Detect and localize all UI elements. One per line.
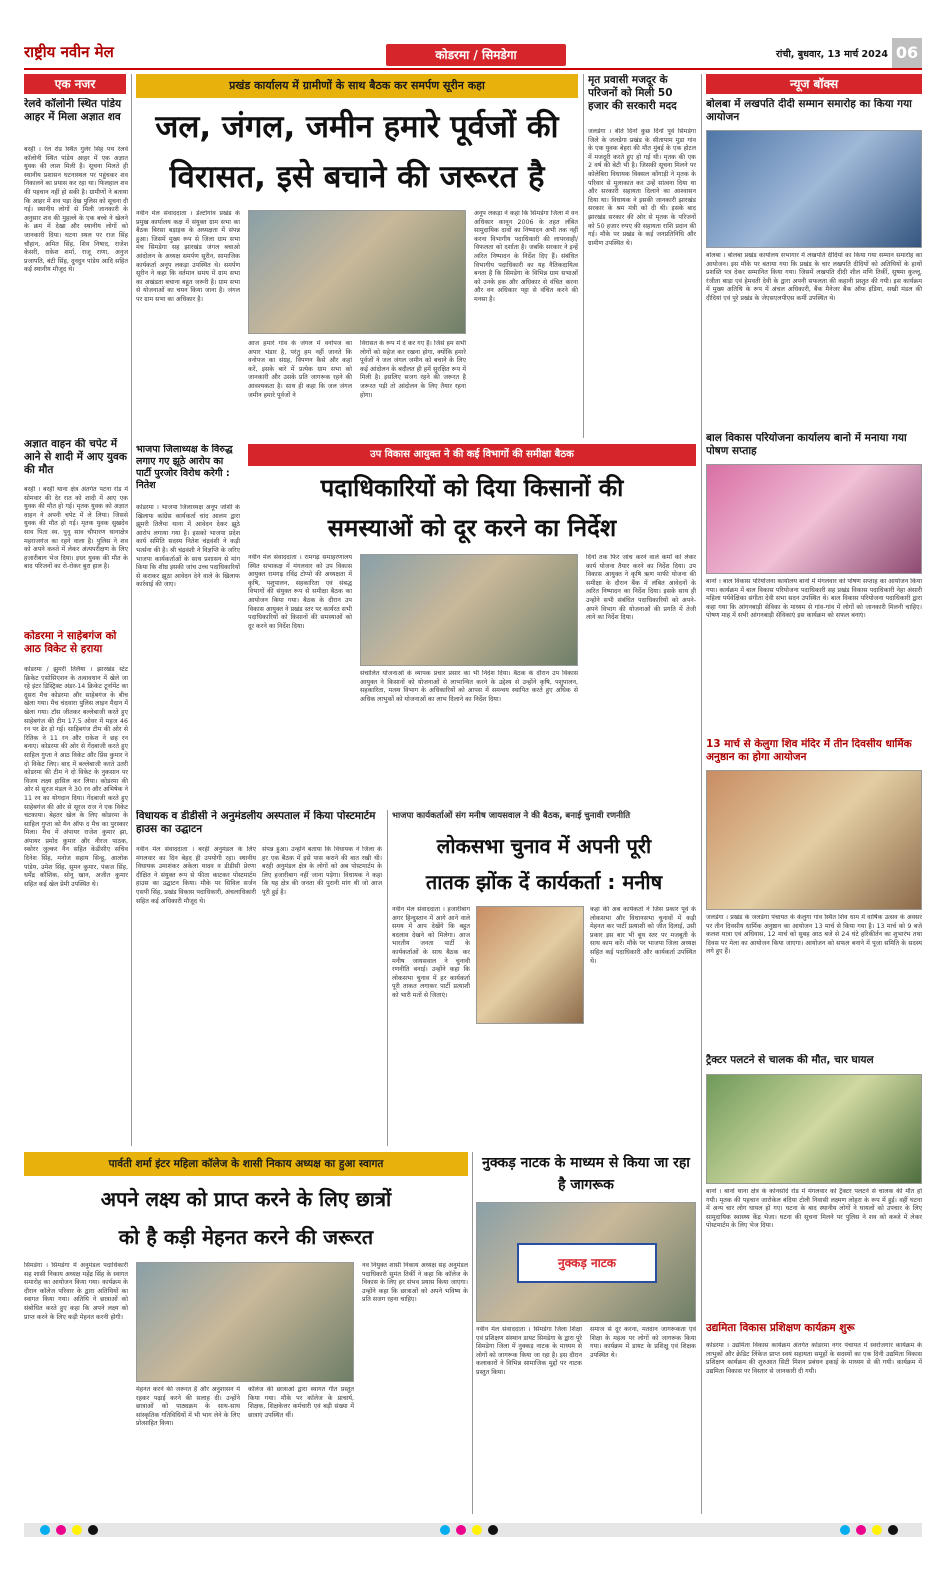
ddc-photo xyxy=(360,554,578,666)
bjp-meeting-headline-line-2: तातक झोंक दें कार्यकर्ता : मनीष xyxy=(425,870,663,894)
ddc-body-col-1: नवीन मेल संवाददाता । रामगढ़ समाहरणालय स्थित सभाकक्ष में मंगलवार को उप विकास आयुक्त रामगढ़ रविंद्र टोप्पो की अध्यक्षता में कृषि, पशुपालन, सहकारिता एवं संबद्ध विभागों की संयुक्त रूप से समीक्षा बैठक का आयोजन किया गया। बैठक के दौरान उप विकास आयुक्त ने प्रखंड स्तर पर कार्यरत सभी पदाधिकारियों को किसानों की समस्याओं को दूर करने का निर्देश दिया। xyxy=(248,554,352,630)
magenta-dot xyxy=(456,1525,466,1535)
college-headline-line-2: को है कड़ी मेहनत करने की जरूरत xyxy=(118,1225,374,1249)
left-story-3-title: कोडरमा ने साहेबगंज को आठ विकेट से हराया xyxy=(24,630,117,655)
news-box-photo-3 xyxy=(706,770,922,910)
news-box-story-3-body: जलडेगा । प्रखंड के जलडेगा पंचायत के केलुगा गांव स्थित शिव धाम में वार्षिक उत्सव के अवसर पर तीन दिवसीय धार्मिक अनुष्ठान का आयोजन 13 मार्च से किया गया है। 13 मार्च को 9 बजे कलश यात्रा एवं अधिवास, 12 मार्च को सुबह आठ बजे से 24 घंटे हरिकीर्तन का शुभारंभ तथा दिवस पर मेला का आयोजन किया जाएगा। आयोजन को सफल बनाने में पूजा समिति के सदस्य लगे हुए हैं। xyxy=(706,914,922,956)
yellow-dot xyxy=(872,1525,882,1535)
lead-body-col-2: आज हमारे गांव के जंगल में वनोपज का अपार भंडार है, परंतु हम नहीं जानते कि वनोपज का संग्रह, विपणन कैसे और कहां करें, इसके बारे में प्रत्येक ग्राम सभा को जानकारी और उसके प्रति जागरूक रहने की आवश्यकता है। साथ ही कहा कि जल जंगल जमीन हमारे पूर्वजों ने xyxy=(248,340,352,399)
cyan-dot xyxy=(840,1525,850,1535)
ek-nazar-tag: एक नजर xyxy=(24,74,126,94)
college-body-col-1: सिमडेगा । सिमडेगा में अनुमंडल पदाधिकारी सह शासी निकाय अध्यक्ष महेंद्र सिंह के स्वागत समारोह का आयोजन किया गया। कार्यक्रम के दौरान कॉलेज परिवार के द्वारा अतिथियों का स्वागत किया गया। अतिथि ने छात्राओं को संबोधित करते हुए कहा कि अपने लक्ष्य को प्राप्त करने के लिए कड़ी मेहनत करनी होगी। xyxy=(24,1262,128,1321)
page-number: 06 xyxy=(892,38,922,68)
college-body-col-3: कॉलेज की छात्राओं द्वारा स्वागत गीत प्रस्तुत किया गया। मौके पर कॉलेज के प्राचार्य, शिक्षक, शिक्षकेत्तर कर्मचारी एवं बड़ी संख्या में छात्राएं उपस्थित थीं। xyxy=(248,1386,354,1419)
left-story-1-body: बरही । रेल रोड स्थित गुलेर सिंह पथ रेलवे कॉलोनी स्थित पांडेय आहर में एक अज्ञात युवक की लाश मिली है। सूचना मिलते ही स्थानीय प्रशासन घटनास्थल पर पहुंचकर शव निकालने का प्रयास कर रहा था। फिलहाल शव की पहचान नहीं हो सकी है। ग्रामीणों ने बताया कि आहर में शव पड़ा देख पुलिस को सूचना दी गई। स्थानीय लोगों से मिली जानकारी के अनुसार शव की मुहल्ले के एक बच्चे ने खेलने के क्रम में देखा और स्थानीय लोगों को जानकारी दिया। घटना स्थल पर राज सिंह चौहान, अमित सिंह, शिव निषाद, राजेश केसरी, राकेश शर्मा, राजू राणा, अनुज प्रजापति, बंटी सिंह, दुनदुन पांडेय आदि सहित कई स्थानीय मौजूद थे। xyxy=(24,146,128,274)
yellow-dot xyxy=(72,1525,82,1535)
news-box-story-4-title: ट्रैक्टर पलटने से चालक की मौत, चार घायल xyxy=(706,1054,874,1066)
column-divider xyxy=(583,74,584,438)
lead-headline-line-1: जल, जंगल, जमीन हमारे पूर्वजों की xyxy=(155,109,559,145)
migrant-story-title: मृत प्रवासी मजदूर के परिजनों को मिली 50 हजार की सरकारी मदद xyxy=(588,74,677,112)
bjp-meeting-body-col-2: कहा की अब कार्यकर्ता ने जिस प्रकार पूर्व के लोकसभा और विधानसभा चुनावों में कड़ी मेहनत कर पार्टी प्रत्याशी को जीत दिलाई, उसी प्रकार इस बार भी बूथ स्तर पर मजबूती के साथ काम करें। मौके पर भाजपा जिला अध्यक्ष सहित कई पदाधिकारी और कार्यकर्ता उपस्थित थे। xyxy=(590,906,696,965)
column-divider xyxy=(472,1152,473,1514)
news-box-story-5-title: उद्यमिता विकास प्रशिक्षण कार्यक्रम शुरू xyxy=(706,1322,855,1334)
cyan-dot xyxy=(440,1525,450,1535)
lead-body-col-1: नवीन मेल संवाददाता । डेल्टोगांव प्रखंड के प्रमुख कार्यालय कक्ष में संयुक्त ग्राम सभा का बैठक बिरसा बड़ाइक के अध्यक्षता में संपन्न हुआ। जिसमें मुख्य रूप से जिला ग्राम सभा मंच सिमडेगा सह झारखंड जंगल बचाओ आंदोलन के अध्यक्ष समर्पण सूरीन, सामाजिक कार्यकर्ता अनूप लकड़ा उपस्थित थे। समर्पण सूरीन ने कहा कि वर्तमान समय में ग्राम सभा का अखंडता बचाना बहुत जरूरी है। ग्राम सभा से योजनाओं का चयन किया जाना है। जंगल पर ग्राम सभा का अधिकार है। xyxy=(136,210,240,303)
left-story-1-title: रेलवे कॉलोनी स्थित पांडेय आहर में मिला अज्ञात शव xyxy=(24,98,122,123)
bjp-meeting-headline-line-1: लोकसभा चुनाव में अपनी पूरी xyxy=(436,834,652,858)
black-dot xyxy=(488,1525,498,1535)
column-divider xyxy=(387,810,388,1146)
left-story-2-title: अज्ञात वाहन की चपेट में आने से शादी में आए युवक की मौत xyxy=(24,438,127,476)
college-headline-line-1: अपने लक्ष्य को प्राप्त करने के लिए छात्रों xyxy=(100,1187,392,1211)
hospital-body-col-2: संपन्न हुआ। उन्होंने बताया कि विधायक ने जिला के हर एक बैठक में इसे पास कराने की बात रखी थी। बरही अनुमंडल क्षेत्र के लोगों को अब पोस्टमार्टम के लिए हजारीबाग नहीं जाना पड़ेगा। विधायक ने कहा कि यह क्षेत्र की जनता की पुरानी मांग थी जो आज पूरी हुई है। xyxy=(262,846,382,896)
lead-body-col-4: अनूप लकड़ा ने कहा कि सिमडेगा जिला में वन अधिकार कानून 2006 के तहत लंबित सामुदायिक दावों का निष्पादन अभी तक नहीं करना विभागीय पदाधिकारी की लापरवाही/ विफलता को दर्शाता है। जबकि सरकार ने इन्हें त्वरित निष्पादन के निर्देश दिए हैं। संबंधित विभागीय पदाधिकारी का यह नैतिकदायित्व बनता है कि सिमडेगा के विभिन्न ग्राम सभाओं को उनके हक और अधिकार से वंचित करना और वन अधिकार पट्टा से वंचित करने की मनसा है। xyxy=(474,210,578,303)
lead-headline-line-2: विरासत, इसे बचाने की जरूरत है xyxy=(169,159,545,195)
news-box-photo-1 xyxy=(706,130,922,248)
news-box-story-5-body: कोडरमा । उद्यमिता विकास कार्यक्रम अंतर्गत कोडरमा नगर पंचायत में स्वरोजगार कार्यक्रम के लाभुकों और क्रेडिट लिंकेज प्राप्त स्वयं सहायता समूहों के सदस्यों का एक दिनी उद्यमिता विकास प्रशिक्षण कार्यक्रम की शुरुआत सिटी मिशन प्रबंधन इकाई के माध्यम से की गयी। कार्यक्रम में उद्यमिता विकास पर विस्तार से जानकारी दी गयी। xyxy=(706,1342,922,1375)
street-play-headline: नुक्कड़ नाटक के माध्यम से किया जा रहा है जागरूक xyxy=(482,1155,690,1193)
lead-kicker: प्रखंड कार्यालय में ग्रामीणों के साथ बैठक कर समर्पण सूरीन कहा xyxy=(136,74,578,98)
ddc-headline-line-2: समस्याओं को दूर करने का निर्देश xyxy=(327,514,617,542)
news-box-photo-2 xyxy=(706,464,922,574)
bjp-story-body: कोडरमा । भाजपा जिलाध्यक्ष अनूप जोशी के खिलाफ कांग्रेस कार्यकर्ता चांद आलम द्वारा झूमरी तिलैया थाना में आवेदन देकर झूठे आरोप लगाया गया है। इसको भाजपा प्रदेश कार्य समिति सदस्य नितेश चंद्रवंशी ने कड़ी भर्त्सना की है। श्री चंद्रवंशी ने विज्ञप्ति के जरिए भाजपा कार्यकर्ताओं के साथ प्रशासन से मांग किया कि शीघ्र इसकी जांच उच्च पदाधिकारियों से कराकर झूठा आवेदन देने वाले के खिलाफ कार्रवाई की जाए। xyxy=(136,504,240,589)
hospital-body-col-1: नवीन मेल संवाददाता । बरही अनुमंडल के लिए मंगलवार का दिन बेहद ही उपयोगी रहा। स्थानीय विधायक उमाशंकर अकेला यादव व डीडीसी प्रेरणा दीक्षित ने संयुक्त रूप से फीता काटकर पोस्टमार्टम हाउस का उद्घाटन किया। मौके पर सिविल सर्जन एसपी सिंह, प्रखंड विकास पदाधिकारी, अंचलाधिकारी सहित कई अधिकारी मौजूद थे। xyxy=(136,846,256,905)
street-play-body-col-2: समाज से दूर करना, मतदान जागरूकता एवं शिक्षा के महत्व पर लोगों को जागरूक किया गया। कार्यक्रम में डायट के प्रशिक्षु एवं शिक्षक उपस्थित थे। xyxy=(590,1326,696,1359)
bjp-meeting-kicker: भाजपा कार्यकर्ताओं संग मनीष जायसवाल ने की बैठक, बनाई चुनावी रणनीति xyxy=(392,811,631,821)
ddc-body-col-3: दिनों तक फिर जांच करने वाले कर्मों को लेकर कार्य योजना तैयार करने का निर्देश दिया। उप विकास आयुक्त ने कृषि ऋण माफी योजना की समीक्षा के दौरान बैंक में लंबित आवेदनों के त्वरित निष्पादन का निर्देश दिया। इसके साथ ही उन्होंने सभी संबंधित पदाधिकारियों को अपने-अपने विभाग की योजनाओं की प्रगति में तेजी लाने का निर्देश दिया। xyxy=(586,554,696,622)
yellow-dot xyxy=(472,1525,482,1535)
ddc-headline-line-1: पदाधिकारियों को दिया किसानों की xyxy=(320,474,624,502)
black-dot xyxy=(888,1525,898,1535)
news-box-story-2-body: बानो । बाल विकास परियोजना कार्यालय बानो में मंगलवार को पोषण सप्ताह का आयोजन किया गया। कार्यक्रम में बाल विकास परियोजना पदाधिकारी सह प्रखंड विकास पदाधिकारी नेहा अंसारी महिला पर्यवेक्षिका संगीता देवी सभा सदन उपस्थित थे। बाल विकास परियोजना पदाधिकारी द्वारा कहा गया कि आंगनबाड़ी सेविका के माध्यम से गांव-गांव में लोगों को जानकारी मिलनी चाहिए। पोषण माह में सभी आंगनबाड़ी सेविकाएं इस कार्यक्रम को सफल बनाएं। xyxy=(706,578,922,620)
news-box-story-2-title: बाल विकास परियोजना कार्यालय बानो में मनाया गया पोषण सप्ताह xyxy=(706,432,907,457)
column-divider xyxy=(701,74,702,1514)
lead-body-col-3: विरासत के रूप में दे कर गए हैं। जिसे हम सभी लोगों को सहेज कर रखना होगा, क्योंकि हमारे पूर्वजों ने जल जंगल जमीन को बचाने के लिए कई आंदोलन के बदौलत ही हमें सुरक्षित रूप में मिली है। इसलिए सजग रहने की जरूरत है जरूरत पड़ी तो आंदोलन के लिए तैयार रहना होगा। xyxy=(360,340,466,399)
migrant-story-body: जलडेगा । बीते दिनों कुछ दिनों पूर्व सिमडेगा जिले के जलडेगा प्रखंड के सीतापाम मुडा गांव के एक युवक बेहरा की मौत मुंबई के एक होटल में मजदूरी करते हुए हो गई थी। मृतक की एक 2 वर्ष की बेटी भी है। जिसकी सूचना मिलने पर कोलेबिरा विधायक विक्सल कोंगाड़ी ने मृतक के परिवार से मुलाकात कर उन्हें सांत्वना दिया था और सरकारी सहायता दिलाने का आश्वासन दिया था। विधायक ने इसकी जानकारी झारखंड सरकार के श्रम मंत्री को दी थी। इसके बाद झारखंड सरकार की ओर से मृतक के परिजनों को 50 हजार रुपए की सहायता राशि प्रदान की गई। मौके पर प्रखंड के कई जनप्रतिनिधि और ग्रामीण उपस्थित थे। xyxy=(588,128,696,247)
magenta-dot xyxy=(56,1525,66,1535)
lead-photo xyxy=(248,210,466,334)
news-box-story-1-title: बोलबा में लखपति दीदी सम्मान समारोह का किया गया आयोजन xyxy=(706,98,912,123)
ddc-body-col-2: संचालित योजनाओं के व्यापक प्रचार प्रसार का भी निर्देश दिया। बैठक के दौरान उप विकास आयुक्त ने किसानों को योजनाओं से लाभान्वित करने के उद्देश्य से उन्होंने कृषि, पशुपालन, सहकारिता, मत्स्य विभाग के अधिकारियों को आपस में समन्वय स्थापित करते हुए अधिक से अधिक लाभुकों को योजनाओं का लाभ दिलाने का निर्देश दिया। xyxy=(360,670,578,703)
news-box-tag: न्यूज बॉक्स xyxy=(706,74,922,94)
college-photo xyxy=(136,1262,354,1382)
bjp-story-title: भाजपा जिलाध्यक्ष के विरुद्ध लगाए गए झूठे आरोप का पार्टी पुरजोर विरोध करेगी : नितेश xyxy=(136,444,233,491)
magenta-dot xyxy=(856,1525,866,1535)
news-box-photo-4 xyxy=(706,1074,922,1184)
college-kicker: पार्वती शर्मा इंटर महिला कॉलेज के शासी निकाय अध्यक्ष का हुआ स्वागत xyxy=(24,1152,468,1176)
cyan-dot xyxy=(40,1525,50,1535)
bjp-meeting-body-col-1: नवीन मेल संवाददाता । हजारीबाग अगर हिन्दुस्तान में आगे आने वाले समय में आप देखेंगे कि बहुत बदलाव देखने को मिलेगा। आज भारतीय जनता पार्टी के कार्यकर्ताओं के साथ बैठक कर मनीष जायसवाल ने चुनावी रणनीति बनाई। उन्होंने कहा कि लोकसभा चुनाव में हर कार्यकर्ता पूरी ताकत लगाकर पार्टी प्रत्याशी को भारी मतों से जिताएं। xyxy=(392,906,470,999)
college-body-col-4: नव नियुक्त शासी निकाय अध्यक्ष सह अनुमंडल पदाधिकारी सुमंत तिर्की ने कहा कि कॉलेज के विकास के लिए हर संभव प्रयास किया जाएगा। उन्होंने कहा कि छात्राओं को अपने भविष्य के प्रति सजग रहना चाहिए। xyxy=(362,1262,468,1304)
news-box-story-4-body: बानो । बानो थाना क्षेत्र के कोनसोदे रोड में मंगलवार को ट्रैक्टर पलटने से चालक की मौत हो गयी। मृतक की पहचान जारोकेल बंदिया टोली निवासी लक्ष्मण लोहरा के रूप में हुई। वहीं घटना में अन्य चार लोग घायल हो गए। घटना के बाद स्थानीय लोगों ने घायलों को उपचार के लिए सामुदायिक स्वास्थ्य केंद्र भेजा। घटना की सूचना मिलने पर पुलिस ने शव को कब्जे में लेकर पोस्टमार्टम के लिए भेज दिया। xyxy=(706,1188,922,1230)
left-story-3-body: कोडरमा / झुमरी तिलैया । झारखंड स्टेट क्रिकेट एसोसिएशन के तत्वावधान में खेले जा रहे इंटर डिस्ट्रिक्ट अंडर-14 क्रिकेट टूर्नामेंट का दूसरा मैच कोडरमा और साहेबगंज के बीच खेला गया। मैच चंदवारा पुलिस लाइन मैदान में खेला गया। टॉस जीतकर बल्लेबाजी करते हुए साहेबगंज की टीम 17.5 ओवर में महज 46 रन पर ढेर हो गई। साहिबगंज टीम की ओर से रितिक ने 11 रन और राकेश ने छह रन बनाए। कोडरमा की ओर से गेंदबाजी करते हुए साहिल गुप्ता ने आठ विकेट और प्रिंस कुमार ने दो विकेट लिए। बाद में बल्लेबाजी करते उतरी कोडरमा की टीम ने दो विकेट के नुकसान पर विजय लक्ष्य हासिल कर लिया। कोडरमा की ओर से सूरज मंडल ने 30 रन और अभिषेक ने 11 रन का योगदान दिया। गेंदबाजी करते हुए साहेबगंज की ओर से सूरज राज ने एक विकेट चटकाया। बेहतर खेल के लिए कोडरमा के साहिल गुप्ता को मैन ऑफ द मैच का पुरस्कार मिला। मैच में अंपायर राजेश कुमार झा, अंपायर प्रमोद कुमार और नीरज पाठक, स्कोरर जुल्कर नैन सहित केडीसीए सचिव दिनेश सिंह, मनोज सहाय सिन्हू, आलोक पांडेय, उमेश सिंह, सुमन कुमार, पंकज सिंह, धर्मेंद्र कौशिक, सोनू खान, अजीत कुमार सहित कई खेल प्रेमी उपस्थित थे। xyxy=(24,666,128,888)
manish-portrait xyxy=(476,906,584,1024)
street-play-body-col-1: नवीन मेल संवाददाता । सिमडेगा जिला शिक्षा एवं प्रशिक्षण संस्थान डायट सिमडेगा के द्वारा पूरे सिमडेगा जिला में नुक्कड़ नाटक के माध्यम से लोगों को जागरूक किया जा रहा है। इस दौरान कलाकारों ने विभिन्न सामाजिक मुद्दों पर नाटक प्रस्तुत किया। xyxy=(476,1326,582,1376)
street-play-banner: नुक्कड़ नाटक xyxy=(517,1243,657,1283)
news-box-story-3-title: 13 मार्च से केलुगा शिव मंदिर में तीन दिवसीय धार्मिक अनुष्ठान का होगा आयोजन xyxy=(706,738,912,763)
hospital-story-title: विधायक व डीडीसी ने अनुमंडलीय अस्पताल में किया पोस्टमार्टम हाउस का उद्घाटन xyxy=(136,810,376,835)
left-story-2-body: बरही । बरही थाना क्षेत्र अंतर्गत पटना रोड में सोमवार की देर रात को शादी में आए एक युवक की मौत हो गई। मृतक युवक को अज्ञात वाहन ने अपनी चपेट में ले लिया। जिससे युवक की मौत हो गई। मृतक युवक सुखदेव साव पिता स्व. पुनू साव चौपारण थानाक्षेत्र महराजगंज का रहने वाला है। पुलिस ने शव को अपने कब्जे में लेकर अंत्यपरीक्षण के लिए हजारीबाग भेज दिया। इधर युवक की मौत के बाद परिजनों का रो-रोकर बुरा हाल है। xyxy=(24,486,128,571)
edition-label: कोडरमा / सिमडेगा xyxy=(386,44,566,66)
masthead: राष्ट्रीय नवीन मेल xyxy=(24,43,114,61)
dateline: रांची, बुधवार, 13 मार्च 2024 xyxy=(775,49,888,60)
college-body-col-2: मेहनत करने की जरूरत है और अनुशासन में रहकर पढ़ाई करने की सलाह दी। उन्होंने छात्राओं को पाठ्यक्रम के साथ-साथ सांस्कृतिक गतिविधियों में भी भाग लेने के लिए प्रोत्साहित किया। xyxy=(136,1386,240,1428)
news-box-story-1-body: बोलबा । बोलबा प्रखंड कार्यालय सभागार में लखपति दीदियों का किया गया सम्मान समारोह का आयोजन। इस मौके पर बताया गया कि प्रखंड के चार लखपति दीदियों को अतिथियों के हाथों प्रशस्ति पत्र देकर सम्मानित किया गया। जिसमें लखपति दीदी शील मणि तिर्की, सुषमा कुल्लू, रंजीता बाड़ा एवं हेमवती देवी के द्वारा अपनी सफलता की कहानी प्रस्तुत की गयी। इस कार्यक्रम में मुख्य अतिथि के रूप में अंचल अधिकारी, बैंक मैनेजर बैंक ऑफ इंडिया, सखी मंडल की दीदियां एवं पूरे प्रखंड के जेएसएलपीएस कर्मी उपस्थित थे। xyxy=(706,252,922,302)
ddc-kicker: उप विकास आयुक्त ने की कई विभागों की समीक्षा बैठक xyxy=(248,444,696,466)
black-dot xyxy=(88,1525,98,1535)
street-play-photo xyxy=(476,1202,696,1322)
column-divider xyxy=(131,74,132,1146)
